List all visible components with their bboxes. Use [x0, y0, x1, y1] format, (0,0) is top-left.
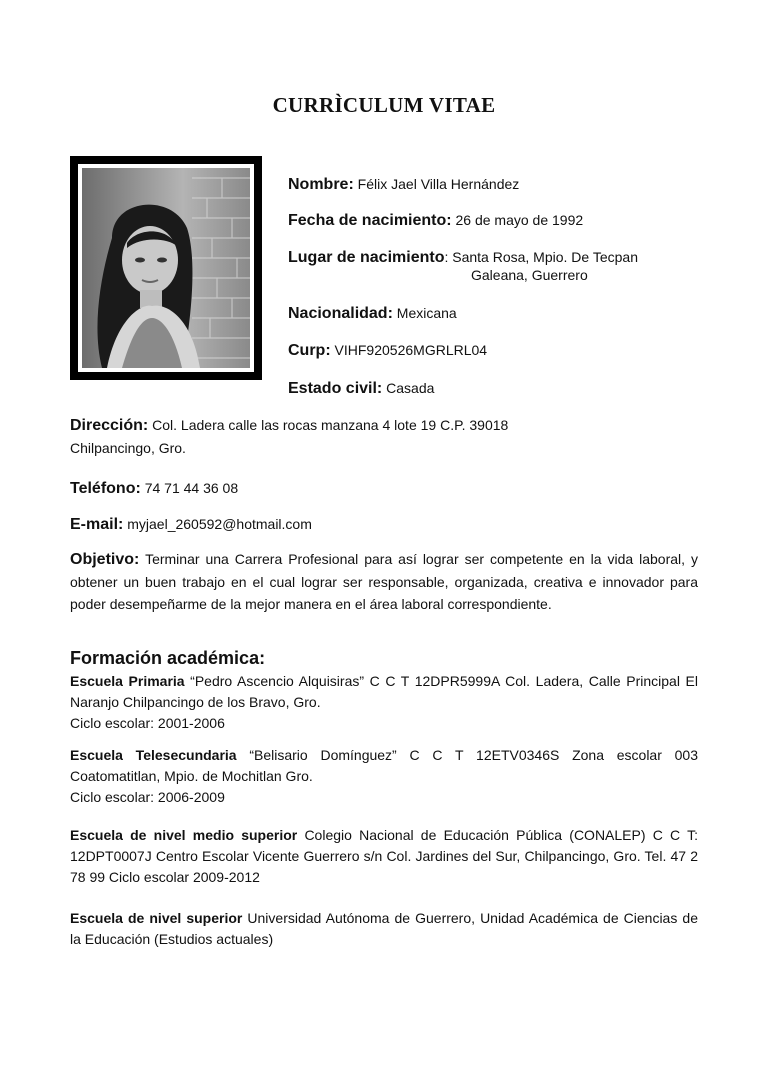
- school-superior: [70, 908, 698, 950]
- phone-label: Teléfono:: [70, 480, 141, 497]
- school-cycle: Ciclo escolar: 2006-2009: [70, 789, 225, 805]
- school-details: Universidad Autónoma de Guerrero, Unidad Académica de Ciencias de la Educación (Estudios actuales): [70, 910, 698, 947]
- email-row: [70, 513, 698, 536]
- objective-label: Objetivo:: [70, 551, 140, 568]
- school-level: Escuela de nivel medio superior: [70, 827, 298, 843]
- document-title: CURRÌCULUM VITAE: [272, 93, 496, 117]
- objective-block: [70, 548, 698, 615]
- nationality-label: Nacionalidad:: [288, 305, 393, 322]
- school-details: “Belisario Domínguez” C C T 12ETV0346S Zona escolar 003 Coatomatitlan, Mpio. de Mochitlan Gro.: [70, 747, 699, 784]
- marital-status-label: Estado civil:: [288, 380, 383, 397]
- address-label: Dirección:: [70, 417, 149, 434]
- birthdate-value: 26 de mayo de 1992: [455, 212, 584, 228]
- school-level: Escuela Primaria: [70, 673, 185, 689]
- phone-row: [70, 477, 698, 500]
- birthplace-value-line2: Galeana, Guerrero: [471, 267, 588, 283]
- name-value: Félix Jael Villa Hernández: [357, 176, 520, 192]
- nationality-value: Mexicana: [396, 305, 457, 321]
- school-medio-superior: [70, 825, 698, 888]
- email-label: E-mail:: [70, 516, 124, 533]
- curp-row: [288, 342, 487, 360]
- birthdate-row: [288, 212, 583, 230]
- curp-value: VIHF920526MGRLRL04: [334, 342, 488, 358]
- phone-value: 74 71 44 36 08: [144, 480, 239, 496]
- marital-status-row: [288, 380, 434, 398]
- school-details: “Pedro Ascencio Alquisiras” C C T 12DPR5999A Col. Ladera, Calle Principal El Naranjo Chilpancingo de los Bravo, Gro.: [70, 673, 698, 710]
- school-telesecundaria: [70, 745, 698, 808]
- school-primary: [70, 671, 698, 734]
- address-block: [70, 414, 698, 459]
- education-heading: Formación académica:: [70, 648, 266, 668]
- photo-frame: [70, 156, 262, 380]
- birthplace-value-line1: : Santa Rosa, Mpio. De Tecpan: [444, 249, 638, 265]
- nationality-row: [288, 305, 457, 323]
- address-value-line2: Chilpancingo, Gro.: [70, 440, 186, 456]
- school-level: Escuela Telesecundaria: [70, 747, 237, 763]
- birthdate-label: Fecha de nacimiento:: [288, 212, 452, 229]
- school-level: Escuela de nivel superior: [70, 910, 243, 926]
- birthplace-row: [288, 249, 708, 283]
- marital-status-value: Casada: [386, 380, 435, 396]
- name-label: Nombre:: [288, 176, 354, 193]
- curp-label: Curp:: [288, 342, 331, 359]
- address-value-line1: Col. Ladera calle las rocas manzana 4 lote 19 C.P. 39018: [152, 417, 509, 433]
- name-row: [288, 176, 519, 194]
- objective-text: Terminar una Carrera Profesional para así lograr ser competente en la vida laboral, y obtener un buen trabajo en el cual lograr ser responsable, organizada, creativa e innovador para poder desempeñarme de la mejor manera en el área laboral correspondiente.: [70, 551, 699, 612]
- school-details: Colegio Nacional de Educación Pública (CONALEP) C C T: 12DPT0007J Centro Escolar Vicente Guerrero s/n Col. Jardines del Sur, Chilpancingo, Gro. Tel. 47 2 78 99 Ciclo escolar 2009-2012: [70, 827, 698, 885]
- portrait-photo-icon: [82, 168, 250, 368]
- school-cycle: Ciclo escolar: 2001-2006: [70, 715, 225, 731]
- birthplace-label: Lugar de nacimiento: [288, 249, 445, 266]
- email-value: myjael_260592@hotmail.com: [127, 516, 312, 532]
